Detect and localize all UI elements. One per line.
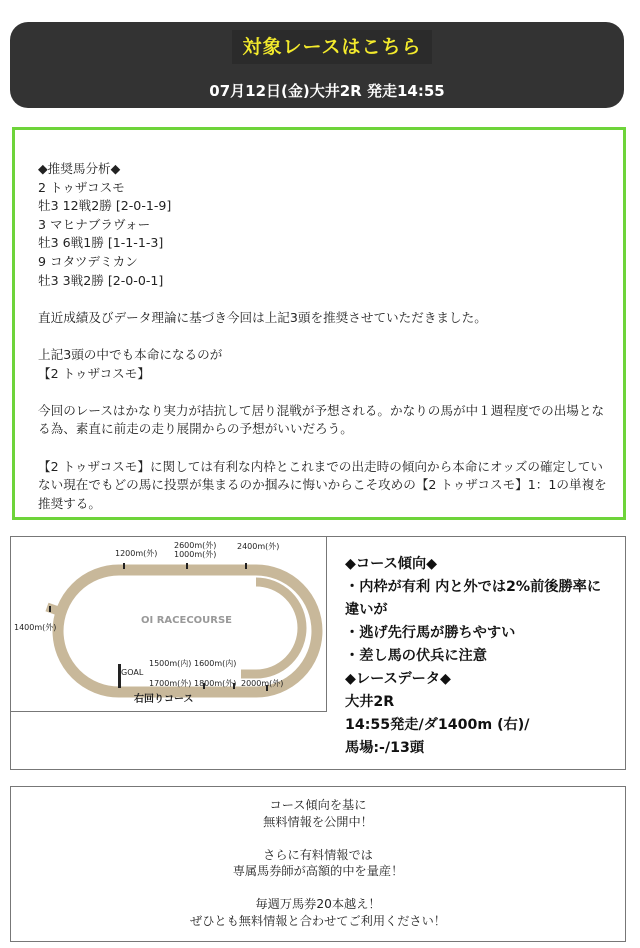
- race-data-item: 14:55発走/ダ1400m (右)/: [345, 717, 530, 733]
- race-data-item: 馬場:-/13頭: [345, 740, 425, 756]
- analysis-paragraph: 今回のレースはかなり実力が拮抗して居り混戦が予想される。かなりの馬が中１週程度での出場とな: [38, 402, 605, 418]
- promo-line: 無料情報を公開中！: [263, 814, 373, 829]
- course-box: [10, 536, 626, 770]
- analysis-paragraph: 直近成績及びデータ理論に基づき今回は上記3頭を推奨させていただきました。: [38, 309, 487, 325]
- analysis-heading: ◆推奨馬分析◆: [38, 161, 121, 176]
- promo-line: ぜひとも無料情報と合わせてご利用ください！: [190, 913, 446, 928]
- promo-line: 専属馬券師が高額的中を量産！: [232, 864, 404, 878]
- race-data-item: 大井2R: [345, 694, 395, 710]
- horse-record: 牡3 12戦2勝 [2-0-1-9]: [38, 198, 172, 214]
- analysis-text: [38, 160, 608, 513]
- race-banner: [10, 22, 624, 108]
- promo-line: さらに有料情報では: [263, 847, 373, 862]
- analysis-box: [12, 127, 626, 520]
- course-trend-item: 違いが: [345, 602, 388, 618]
- course-trend-item: ・内枠が有利 内と外では2%前後勝率に: [345, 579, 602, 595]
- label-1800: 1800m(外): [194, 679, 237, 688]
- banner-title: 対象レースはこちら: [232, 30, 432, 64]
- label-1200: 1200m(外): [115, 549, 158, 558]
- analysis-paragraph: 推奨する。: [38, 495, 101, 511]
- divider: [326, 537, 327, 712]
- course-trend-item: ・差し馬の伏兵に注意: [345, 648, 487, 664]
- analysis-paragraph: 上記3頭の中でも本命になるのが: [38, 346, 223, 362]
- course-map: [11, 537, 327, 769]
- analysis-paragraph: る為、素直に前走の走り展開からの予想がいいだろう。: [38, 421, 353, 437]
- label-2600: 2600m(外): [174, 541, 217, 550]
- horse-name: 9 コタツデミカン: [38, 253, 138, 269]
- label-1600: 1600m(内): [194, 659, 237, 668]
- divider: [11, 711, 327, 712]
- promo-box: [10, 786, 626, 942]
- analysis-paragraph: 【2 トゥザコスモ】に関しては有利な内枠とこれまでの出走時の傾向から本命にオッズの確定してい: [38, 458, 603, 474]
- promo-text: [11, 797, 625, 929]
- track-name: OI RACECOURSE: [141, 615, 233, 626]
- horse-name: 2 トゥザコスモ: [38, 179, 125, 195]
- course-info: [345, 553, 625, 760]
- label-2000: 2000m(外): [241, 679, 284, 688]
- label-1400: 1400m(外): [14, 623, 57, 632]
- label-1000: 1000m(外): [174, 550, 217, 559]
- horse-record: 牡3 6戦1勝 [1-1-1-3]: [38, 235, 164, 251]
- goal-label: GOAL: [121, 668, 144, 677]
- label-1700: 1700m(外): [149, 679, 192, 688]
- horse-record: 牡3 3戦2勝 [2-0-0-1]: [38, 272, 164, 288]
- promo-line: 毎週万馬券20本越え！: [255, 897, 381, 911]
- course-trend-heading: ◆コース傾向◆: [345, 556, 438, 572]
- analysis-paragraph: ない現在でもどの馬に投票が集まるのか掴みに悔いからこそ攻めの【2 トゥザコスモ】1：1の単複を: [38, 477, 607, 493]
- promo-line: コース傾向を基に: [269, 798, 367, 812]
- label-1500: 1500m(内): [149, 659, 192, 668]
- pick-highlight: 【2 トゥザコスモ】: [38, 365, 150, 381]
- course-trend-item: ・逃げ先行馬が勝ちやすい: [345, 625, 516, 641]
- horse-name: 3 マヒナブラヴォー: [38, 216, 151, 232]
- race-data-heading: ◆レースデータ◆: [345, 671, 451, 687]
- race-info: 07月12日(金)大井2R 発走14:55: [209, 82, 445, 100]
- label-2400: 2400m(外): [237, 542, 280, 551]
- course-caption: 右回りコース: [134, 694, 194, 705]
